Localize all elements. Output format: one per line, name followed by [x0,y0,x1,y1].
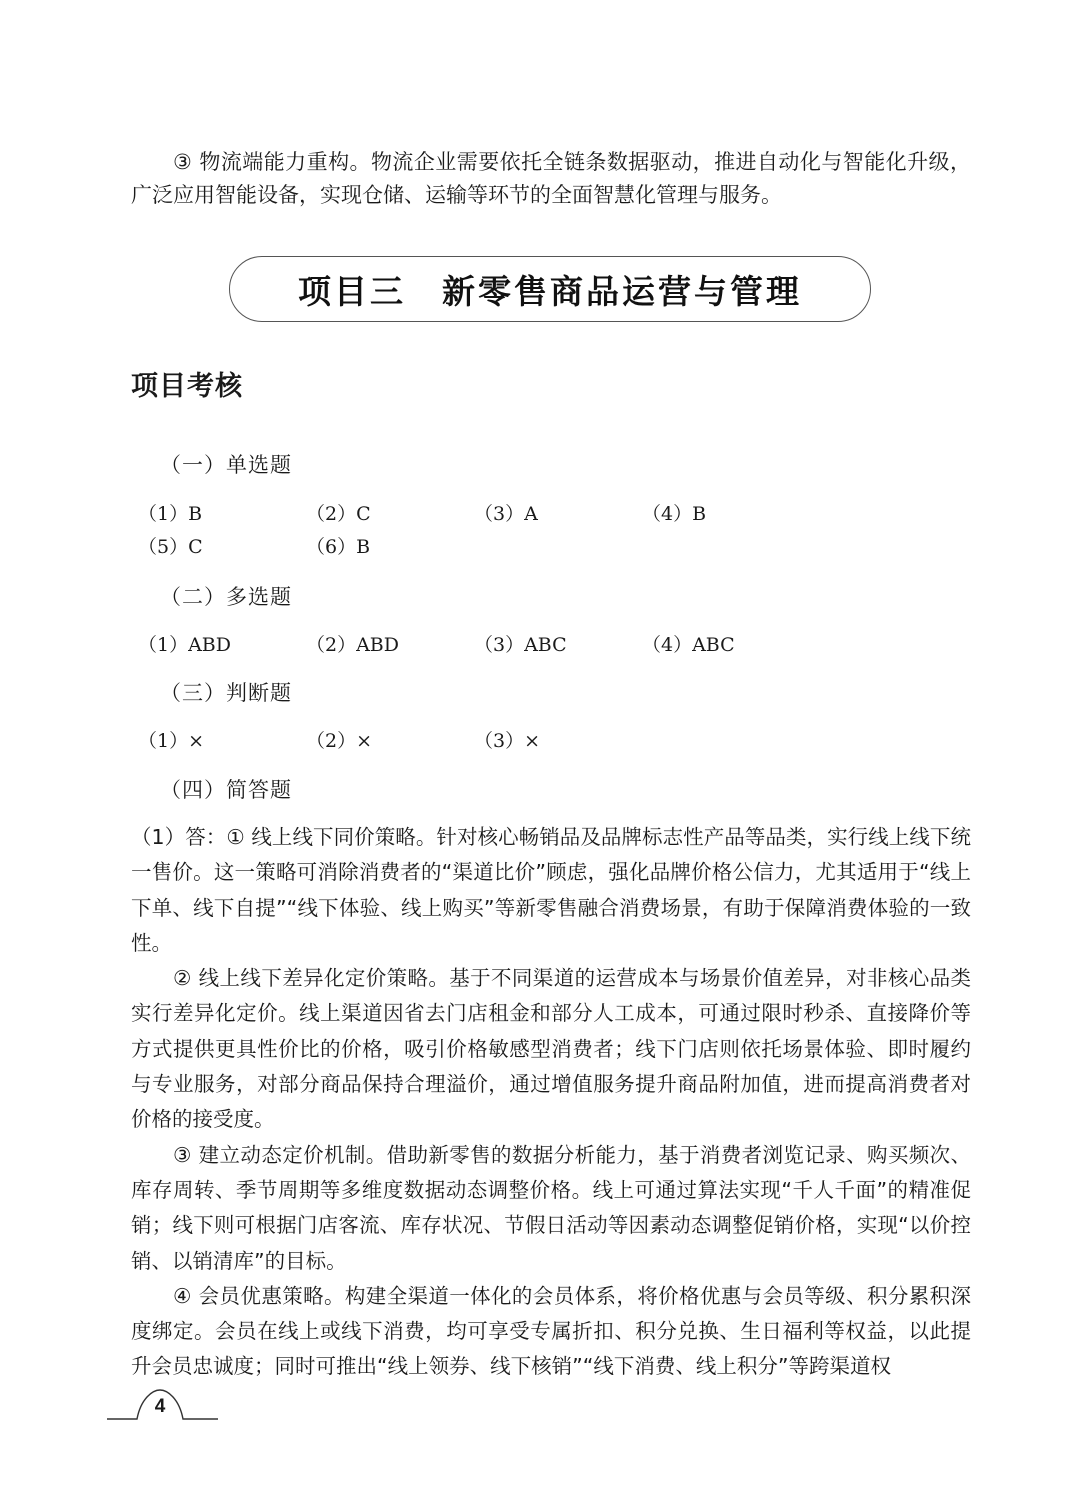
multi-choice-row-1 [138,630,898,656]
answer-item: （3）× [474,730,541,752]
page-number: 4 [154,1396,166,1417]
answer-item: （4）ABC [642,634,735,656]
chapter-title-frame [229,256,871,322]
short-answer-body [131,820,971,1385]
multi-choice-heading: （二）多选题 [160,585,292,609]
intro-paragraph: ③ 物流端能力重构。物流企业需要依托全链条数据驱动，推进自动化与智能化升级，广泛应用智能设备，实现仓储、运输等环节的全面智慧化管理与服务。 [131,150,971,207]
answer-item: （2）× [306,730,373,752]
true-false-row-1 [138,726,898,752]
answer-item: （1）× [138,730,205,752]
answer-item: （2）C [306,503,371,525]
single-choice-heading: （一）单选题 [160,453,292,477]
answer-item: （3）ABC [474,634,567,656]
answer-item: （1）B [138,503,203,525]
chapter-title: 项目三 新零售商品运营与管理 [298,271,802,311]
answer-item: （2）ABD [306,634,400,656]
answer-paragraph: （1）答：① 线上线下同价策略。针对核心畅销品及品牌标志性产品等品类，实行线上线下统一售价。这一策略可消除消费者的“渠道比价”顾虑，强化品牌价格公信力，尤其适用于“线上下单、线下自提”“线下体验、线上购买”等新零售融合消费场景，有助于保障消费体验的一致性。 [131,825,971,955]
answer-item: （6）B [306,536,371,558]
true-false-heading: （三）判断题 [160,681,292,705]
answer-paragraph: ④ 会员优惠策略。构建全渠道一体化的会员体系，将价格优惠与会员等级、积分累积深度绑定。会员在线上或线下消费，均可享受专属折扣、积分兑换、生日福利等权益，以此提升会员忠诚度；同时可推出“线上领券、线下核销”“线下消费、线上积分”等跨渠道权 [131,1283,971,1379]
answer-item: （4）B [642,503,707,525]
short-answer-heading: （四）简答题 [160,778,292,802]
answer-item: （5）C [138,536,203,558]
answer-item: （3）A [474,503,538,525]
answer-paragraph: ③ 建立动态定价机制。借助新零售的数据分析能力，基于消费者浏览记录、购买频次、库存周转、季节周期等多维度数据动态调整价格。线上可通过算法实现“千人千面”的精准促销；线下则可根据门店客流、库存状况、节假日活动等因素动态调整促销价格，实现“以价控销、以销清库”的目标。 [131,1142,971,1273]
single-choice-row-1 [138,499,898,525]
answer-paragraph: ② 线上线下差异化定价策略。基于不同渠道的运营成本与场景价值差异，对非核心品类实行差异化定价。线上渠道因省去门店租金和部分人工成本，可通过限时秒杀、直接降价等方式提供更具性价比的价格，吸引价格敏感型消费者；线下门店则依托场景体验、即时履约与专业服务，对部分商品保持合理溢价，通过增值服务提升商品附加值，进而提高消费者对价格的接受度。 [131,966,971,1132]
single-choice-row-2 [138,532,898,558]
answer-item: （1）ABD [138,634,232,656]
section-heading: 项目考核 [131,371,243,402]
